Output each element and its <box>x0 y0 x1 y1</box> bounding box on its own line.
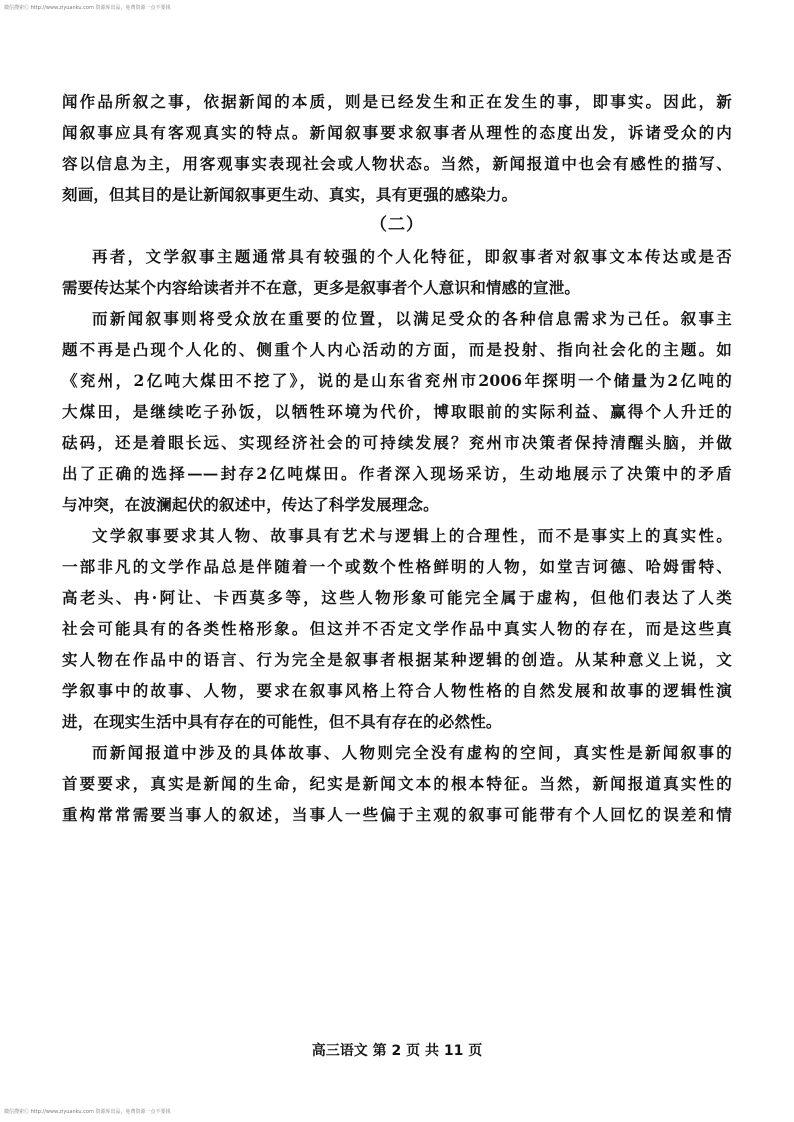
text-line: 而新闻叙事则将受众放在重要的位置，以满足受众的各种信息需求为己任。叙事主 <box>92 309 732 328</box>
text-line: 一部非凡的文学作品总是伴随着一个或数个性格鲜明的人物，如堂吉诃德、哈姆雷特、 <box>62 557 732 576</box>
header-watermark: 微信搜索Ⓒ http://www.ziyuanku.com 资源库出品，免费资源一点不要钱 <box>4 5 171 11</box>
text-line: 刻画，但其目的是让新闻叙事更生动、真实，具有更强的感染力。 <box>62 185 518 204</box>
page-number: 高三语文 第 2 页 共 11 页 <box>311 1043 483 1059</box>
text-line: 容以信息为主，用客观事实表现社会或人物状态。当然，新闻报道中也会有感性的描写、 <box>62 154 732 173</box>
document-body <box>62 86 732 830</box>
text-line: 实人物在作品中的语言、行为完全是叙事者根据某种逻辑的创造。从某种意义上说，文 <box>62 650 732 669</box>
text-line: 文学叙事要求其人物、故事具有艺术与逻辑上的合理性，而不是事实上的真实性。 <box>92 526 732 545</box>
text-line: 重构常常需要当事人的叙述，当事人一些偏于主观的叙事可能带有个人回忆的误差和情 <box>62 805 732 824</box>
text-line: 题不再是凸现个人化的、侧重个人内心活动的方面，而是投射、指向社会化的主题。如 <box>62 340 732 359</box>
text-line: 大煤田，是继续吃子孙饭，以牺牲环境为代价，博取眼前的实际利益、赢得个人升迁的 <box>62 402 732 421</box>
text-line: 学叙事中的故事、人物，要求在叙事风格上符合人物性格的自然发展和故事的逻辑性演 <box>62 681 732 700</box>
text-line: 砝码，还是着眼长远、实现经济社会的可持续发展？兖州市决策者保持清醒头脑，并做 <box>62 433 732 452</box>
footer-watermark: 微信搜索Ⓒ http://www.ziyuanku.com 资源库出品，免费资源一点不要钱 <box>4 1109 171 1115</box>
text-line: 而新闻报道中涉及的具体故事、人物则完全没有虚构的空间，真实性是新闻叙事的 <box>92 743 732 762</box>
text-line: 与冲突，在波澜起伏的叙述中，传达了科学发展理念。 <box>62 495 439 514</box>
text-line: 再者，文学叙事主题通常具有较强的个人化特征，即叙事者对叙事文本传达或是否 <box>92 247 732 266</box>
text-line: 出了正确的选择——封存2亿吨煤田。作者深入现场采访，生动地展示了决策中的矛盾 <box>62 464 732 483</box>
text-line: 闻作品所叙之事，依据新闻的本质，则是已经发生和正在发生的事，即事实。因此，新 <box>62 92 732 111</box>
text-line: 社会可能具有的各类性格形象。但这并不否定文学作品中真实人物的存在，而是这些真 <box>62 619 732 638</box>
text-line: 需要传达某个内容给读者并不在意，更多是叙事者个人意识和情感的宣泄。 <box>62 278 581 297</box>
section-heading: （二） <box>370 215 424 235</box>
text-line: 闻叙事应具有客观真实的特点。新闻叙事要求叙事者从理性的态度出发，诉诸受众的内 <box>62 123 732 142</box>
text-line: 高老头、冉·阿让、卡西莫多等，这些人物形象可能完全属于虚构，但他们表达了人类 <box>62 588 732 607</box>
text-line: 《兖州，2亿吨大煤田不挖了》，说的是山东省兖州市2006年探明一个储量为2亿吨的 <box>62 371 732 390</box>
text-line: 首要要求，真实是新闻的生命，纪实是新闻文本的根本特征。当然，新闻报道真实性的 <box>62 774 732 793</box>
text-line: 进，在现实生活中具有存在的可能性，但不具有存在的必然性。 <box>62 712 502 731</box>
